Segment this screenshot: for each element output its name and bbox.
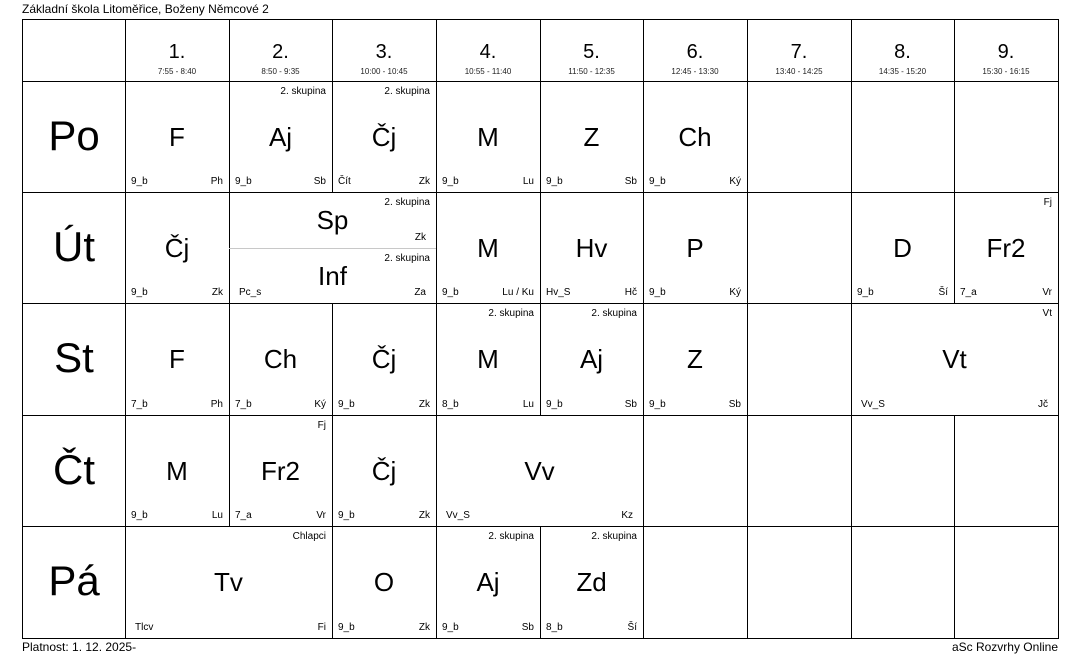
lesson-teacher: Ší: [938, 287, 948, 298]
lesson-subject[interactable]: M: [477, 344, 499, 374]
grid-line: [954, 81, 955, 192]
lesson-room: 9_b: [235, 176, 252, 187]
period-time: 10:00 - 10:45: [360, 67, 408, 76]
lesson-room: Čít: [338, 176, 351, 187]
lesson-subject[interactable]: M: [477, 233, 499, 263]
period-number: 7.: [790, 41, 808, 63]
period-number: 5.: [583, 41, 600, 63]
lesson-room: 8_b: [546, 622, 563, 633]
lesson-subject[interactable]: Hv: [575, 233, 608, 263]
lesson-teacher: Zk: [418, 176, 430, 187]
lesson-teacher: Ký: [314, 399, 326, 410]
day-label: St: [54, 334, 94, 381]
lesson-teacher: Jč: [1038, 399, 1048, 410]
lesson-subject[interactable]: Fr2: [986, 233, 1026, 263]
lesson-group: 2. skupina: [488, 308, 534, 319]
period-number: 3.: [375, 41, 393, 63]
lesson-teacher: Ší: [627, 622, 637, 633]
lesson-room: 9_b: [442, 176, 459, 187]
lesson-group: 2. skupina: [280, 86, 326, 97]
lesson-subject[interactable]: P: [686, 233, 704, 263]
lesson-subject[interactable]: F: [169, 344, 185, 374]
lesson-teacher: Lu: [522, 176, 534, 187]
lesson-subject[interactable]: Vv: [524, 456, 555, 486]
lesson-group: Fj: [317, 420, 326, 431]
lesson-group: 2. skupina: [591, 308, 637, 319]
lesson-room: 8_b: [442, 399, 459, 410]
grid-line: [747, 81, 748, 192]
lesson-subject[interactable]: Aj: [579, 344, 604, 374]
lesson-subject[interactable]: Inf: [318, 261, 347, 291]
lesson-room: 9_b: [338, 510, 355, 521]
lesson-room: Vv_S: [446, 510, 470, 521]
lesson-teacher: Kz: [621, 510, 633, 521]
lesson-teacher: Vr: [316, 510, 326, 521]
period-number: 2.: [272, 41, 289, 63]
lesson-room: 9_b: [131, 287, 148, 298]
lesson-room: Vv_S: [861, 399, 885, 410]
grid-line: [125, 19, 126, 638]
lesson-group: 2. skupina: [384, 86, 430, 97]
period-number: 1.: [168, 41, 186, 63]
lesson-subject[interactable]: Čj: [164, 233, 190, 263]
lesson-room: 9_b: [649, 287, 666, 298]
lesson-subject[interactable]: Aj: [268, 122, 293, 152]
grid-line: [643, 526, 644, 638]
lesson-subject[interactable]: Z: [687, 344, 703, 374]
lesson-room: 7_b: [235, 399, 252, 410]
lesson-teacher: Sb: [624, 399, 637, 410]
grid-line: [22, 638, 1059, 639]
lesson-teacher: Ph: [210, 176, 223, 187]
grid-line: [1058, 19, 1059, 639]
lesson-teacher: Zk: [414, 232, 426, 243]
grid-line: [747, 192, 748, 303]
lesson-room: 7_a: [235, 510, 252, 521]
lesson-teacher: Hč: [624, 287, 637, 298]
lesson-group: Chlapci: [292, 531, 326, 542]
period-number: 4.: [479, 41, 497, 63]
lesson-room: 9_b: [546, 176, 563, 187]
lesson-group: 2. skupina: [384, 253, 430, 264]
lesson-subject[interactable]: Ch: [263, 344, 298, 374]
lesson-teacher: Zk: [418, 510, 430, 521]
validity-note: Platnost: 1. 12. 2025-: [22, 640, 137, 654]
period-number: 9.: [997, 41, 1015, 63]
lesson-teacher: Sb: [728, 399, 741, 410]
lesson-group: Fj: [1043, 197, 1052, 208]
lesson-teacher: Lu: [522, 399, 534, 410]
lesson-subject[interactable]: Čj: [371, 122, 397, 152]
lesson-room: Tlcv: [135, 622, 154, 633]
grid-line: [851, 415, 852, 526]
lesson-teacher: Lu: [211, 510, 223, 521]
lesson-teacher: Fi: [317, 622, 326, 633]
lesson-group: Vt: [1042, 308, 1052, 319]
grid-line: [747, 526, 748, 638]
period-time: 7:55 - 8:40: [157, 67, 197, 76]
lesson-subject[interactable]: Sp: [316, 205, 349, 235]
period-time: 14:35 - 15:20: [878, 67, 927, 76]
grid-line: [851, 526, 852, 638]
period-time: 12:45 - 13:30: [671, 67, 719, 76]
lesson-teacher: Sb: [521, 622, 534, 633]
lesson-subject[interactable]: F: [169, 122, 185, 152]
lesson-room: 9_b: [131, 176, 148, 187]
lesson-subject[interactable]: Ch: [678, 122, 712, 152]
lesson-subject[interactable]: O: [373, 567, 395, 597]
lesson-subject[interactable]: Čj: [371, 344, 397, 374]
lesson-room: 9_b: [338, 399, 355, 410]
period-time: 10:55 - 11:40: [464, 67, 512, 76]
lesson-room: 9_b: [442, 622, 459, 633]
grid-line: [851, 81, 852, 192]
lesson-room: 9_b: [442, 287, 459, 298]
grid-line: [954, 526, 955, 638]
lesson-teacher: Sb: [624, 176, 637, 187]
period-time: 13:40 - 14:25: [775, 67, 823, 76]
lesson-teacher: Lu / Ku: [502, 287, 534, 298]
period-number: 8.: [894, 41, 911, 63]
grid-line: [229, 248, 436, 249]
day-label: Po: [48, 112, 100, 159]
lesson-subject[interactable]: Tv: [214, 567, 243, 597]
grid-line: [643, 415, 644, 526]
lesson-subject[interactable]: D: [893, 233, 912, 263]
lesson-teacher: Za: [414, 287, 426, 298]
lesson-subject[interactable]: M: [166, 456, 188, 486]
lesson-group: 2. skupina: [591, 531, 637, 542]
lesson-subject[interactable]: Fr2: [261, 456, 300, 486]
lesson-group: 2. skupina: [384, 197, 430, 208]
school-title: Základní škola Litoměřice, Boženy Němcové 2: [22, 2, 269, 16]
lesson-subject[interactable]: M: [477, 122, 499, 152]
lesson-teacher: Zk: [211, 287, 223, 298]
lesson-teacher: Zk: [418, 399, 430, 410]
lesson-room: Pc_s: [239, 287, 262, 298]
grid-line: [22, 415, 1058, 416]
period-time: 15:30 - 16:15: [982, 67, 1030, 76]
lesson-room: 9_b: [649, 176, 666, 187]
lesson-room: 7_a: [960, 287, 977, 298]
lesson-room: 9_b: [338, 622, 355, 633]
lesson-room: 9_b: [546, 399, 563, 410]
grid-line: [747, 303, 748, 415]
lesson-teacher: Sb: [313, 176, 326, 187]
lesson-subject[interactable]: Zd: [576, 567, 607, 597]
lesson-teacher: Ph: [210, 399, 223, 410]
period-time: 11:50 - 12:35: [568, 67, 615, 76]
day-label: Čt: [53, 446, 95, 493]
lesson-subject[interactable]: Aj: [476, 567, 500, 597]
lesson-room: 9_b: [649, 399, 666, 410]
grid-line: [22, 19, 23, 638]
period-time: 8:50 - 9:35: [261, 67, 300, 76]
lesson-subject[interactable]: Vt: [942, 344, 967, 374]
period-number: 6.: [686, 41, 704, 63]
lesson-group: 2. skupina: [488, 531, 534, 542]
brand-label: aSc Rozvrhy Online: [951, 640, 1058, 654]
lesson-teacher: Ký: [729, 176, 741, 187]
lesson-teacher: Zk: [418, 622, 430, 633]
lesson-room: 9_b: [857, 287, 874, 298]
lesson-room: 9_b: [131, 510, 148, 521]
lesson-subject[interactable]: Z: [583, 122, 600, 152]
lesson-room: Hv_S: [546, 287, 571, 298]
day-label: Út: [53, 223, 95, 270]
lesson-room: 7_b: [131, 399, 148, 410]
grid-line: [747, 415, 748, 526]
day-label: Pá: [48, 557, 100, 604]
grid-line: [954, 415, 955, 526]
lesson-subject[interactable]: Čj: [371, 456, 397, 486]
lesson-teacher: Vr: [1042, 287, 1052, 298]
lesson-teacher: Ký: [729, 287, 741, 298]
